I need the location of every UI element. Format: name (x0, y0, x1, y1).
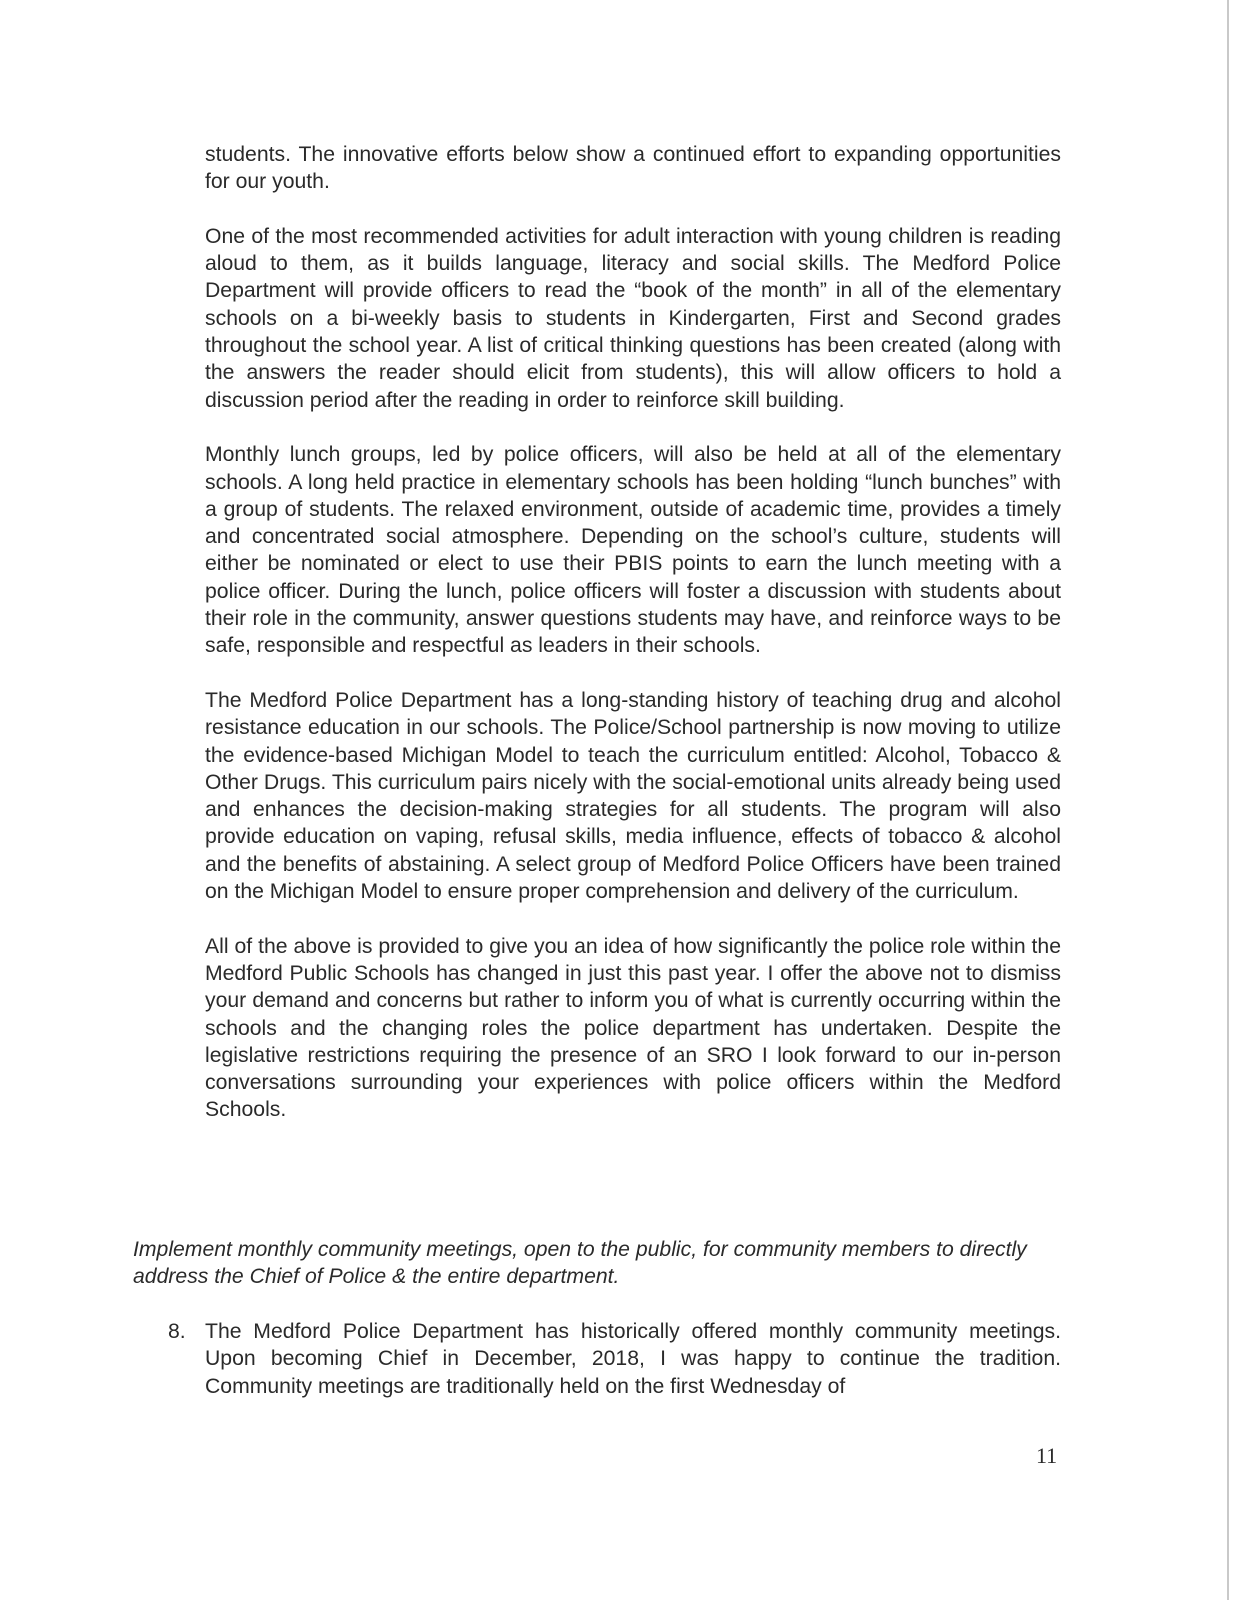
body-text (205, 141, 1061, 1151)
page-edge-line (1227, 0, 1229, 1600)
item-text: The Medford Police Department has historically offered monthly community meetings. Upon becoming Chief in December, 2018, I was happy to continue the tradition. Community meetings are traditionally held on the first Wednesday of (205, 1320, 1061, 1398)
paragraph: students. The innovative efforts below show a continued effort to expanding opportunities for our youth. (205, 143, 1061, 194)
demand-heading: Implement monthly community meetings, open to the public, for community members to directly address the Chief of Police & the entire department. (133, 1238, 1027, 1289)
numbered-item (168, 1318, 1061, 1400)
paragraph: All of the above is provided to give you an idea of how significantly the police role within the Medford Public Schools has changed in just this past year. I offer the above not to dismiss your demand and concerns but rather to inform you of what is currently occurring within the schools and the changing roles the police department has undertaken. Despite the legislative restrictions requiring the presence of an SRO I look forward to our in-person conversations surrounding your experiences with police officers within the Medford Schools. (205, 934, 1061, 1122)
paragraph: The Medford Police Department has a long-standing history of teaching drug and alcohol resistance education in our schools. The Police/School partnership is now moving to utilize the evidence-based Michigan Model to teach the curriculum entitled: Alcohol, Tobacco & Other Drugs. This curriculum pairs nicely with the social-emotional units already being used and enhances the decision-making strategies for all students. The program will also provide education on vaping, refusal skills, media influence, effects of tobacco & alcohol and the benefits of abstaining. A select group of Medford Police Officers have been trained on the Michigan Model to ensure proper comprehension and delivery of the curriculum. (205, 688, 1061, 904)
paragraph: Monthly lunch groups, led by police officers, will also be held at all of the elementary schools. A long held practice in elementary schools has been holding “lunch bunches” with a group of students. The relaxed environment, outside of academic time, provides a timely and concentrated social atmosphere. Depending on the school’s culture, students will either be nominated or elect to use their PBIS points to earn the lunch meeting with a police officer. During the lunch, police officers will foster a discussion with students about their role in the community, answer questions students may have, and reinforce ways to be safe, responsible and respectful as leaders in their schools. (205, 443, 1061, 658)
item-number: 8. (168, 1320, 186, 1343)
paragraph: One of the most recommended activities for adult interaction with young children is reading aloud to them, as it builds language, literacy and social skills. The Medford Police Department will provide officers to read the “book of the month” in all of the elementary schools on a bi-weekly basis to students in Kindergarten, First and Second grades throughout the school year. A list of critical thinking questions has been created (along with the answers the reader should elicit from students), this will allow officers to hold a discussion period after the reading in order to reinforce skill building. (205, 224, 1061, 412)
page-number: 11 (1036, 1443, 1058, 1468)
